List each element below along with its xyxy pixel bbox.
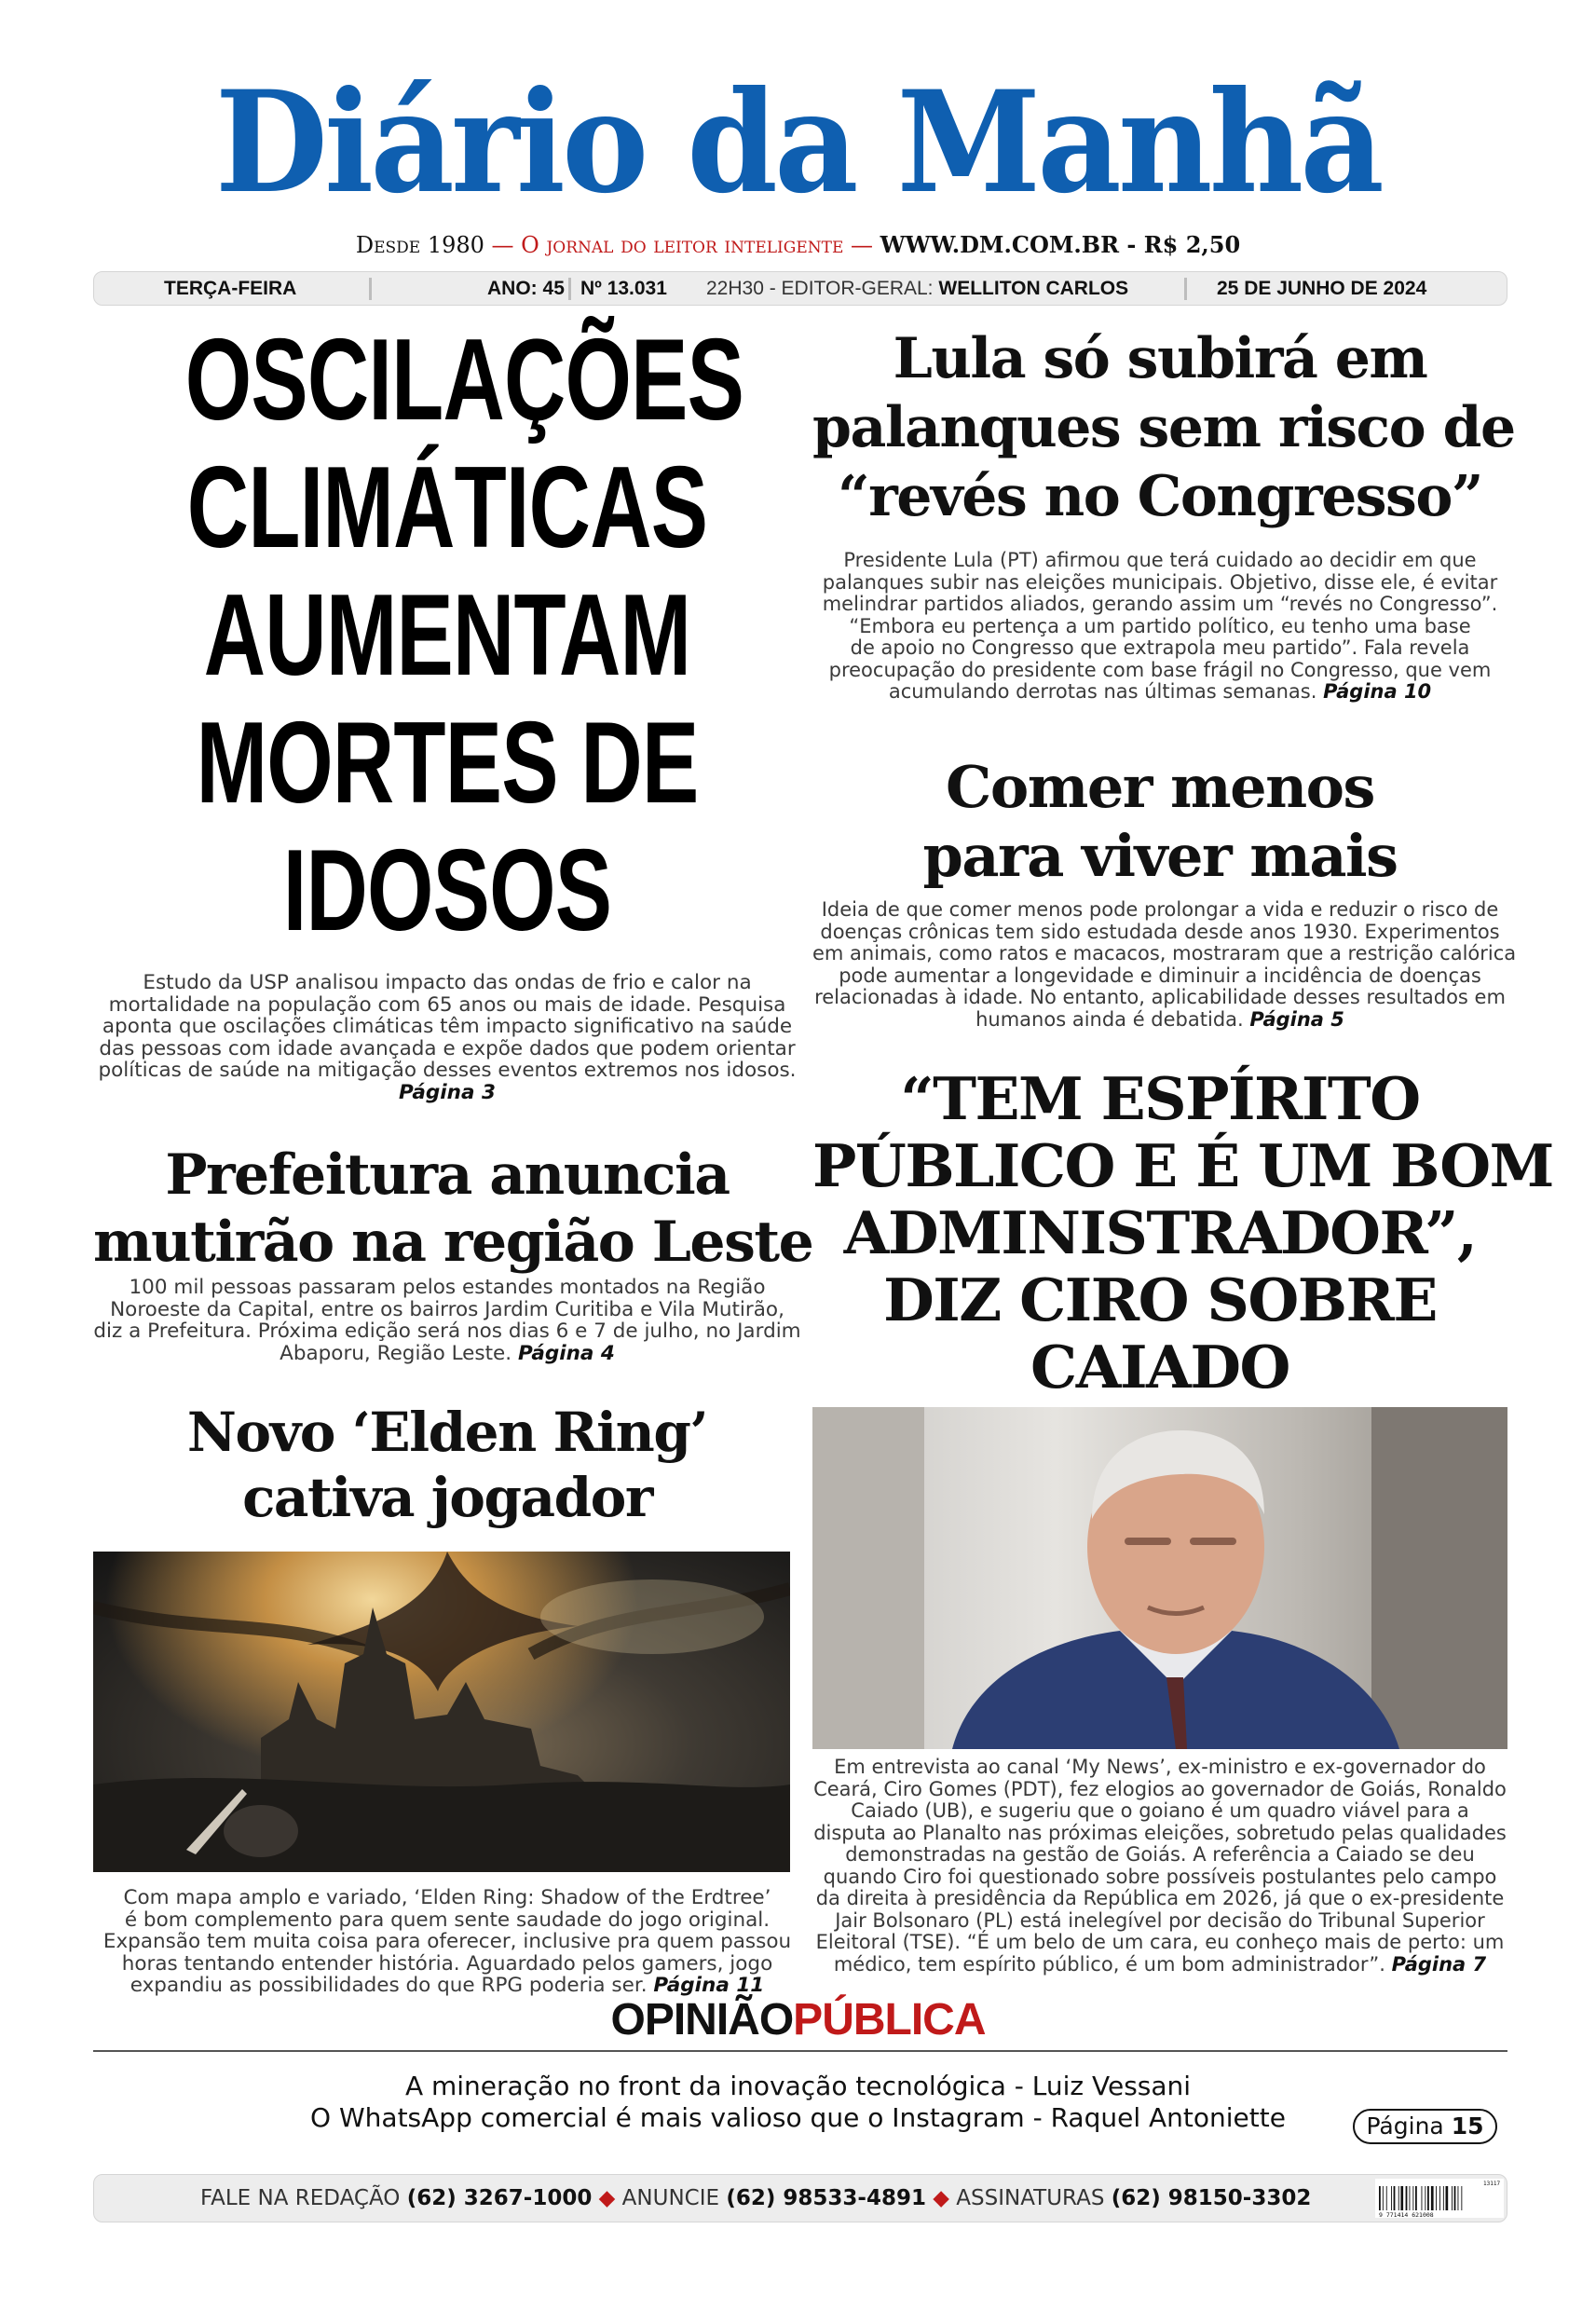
barcode-bar	[1386, 2186, 1387, 2210]
redacao-phone[interactable]: (62) 3267-1000	[406, 2186, 593, 2210]
barcode-bar	[1400, 2186, 1403, 2210]
tagline-site-link[interactable]: WWW.DM.COM.BR	[880, 231, 1120, 258]
comer-menos-headline[interactable]: Comer menos para viver mais	[922, 753, 1398, 890]
edition-year: ANO: 45	[487, 278, 565, 299]
page-ref-link[interactable]: Página 4	[517, 1341, 615, 1365]
barcode-bar	[1452, 2186, 1453, 2210]
barcode-bar	[1394, 2186, 1396, 2210]
barcode-bar	[1406, 2186, 1408, 2210]
section-divider	[93, 2050, 1507, 2052]
barcode-bar	[1454, 2186, 1456, 2210]
barcode-bar	[1458, 2186, 1459, 2210]
barcode-bar	[1427, 2186, 1429, 2210]
tagline-slogan: O jornal do leitor inteligente	[521, 232, 844, 258]
comer-menos-summary: Ideia de que comer menos pode prolongar a vida e reduzir o risco de doenças crônicas tem sido estudada desde anos 1930. Experimentos em animais, como ratos e macacos, mostraram que a restrição calórica pode aumentar a longevidade e diminuir a incidência de doenças relacionadas à idade. No entanto, aplicabilidade desses resultados em humanos ainda é debatida. Página 5	[812, 898, 1517, 1031]
page-ref-link[interactable]: Página 3	[399, 1080, 496, 1104]
headline-line: IDOSOS	[282, 827, 612, 955]
barcode-bar	[1415, 2186, 1417, 2210]
assinaturas-phone[interactable]: (62) 98150-3302	[1111, 2186, 1312, 2210]
opinion-article-link[interactable]: O WhatsApp comercial é mais valioso que o Instagram - Raquel Antoniette	[310, 2102, 1286, 2133]
opinion-page-badge[interactable]: Página 15	[1353, 2109, 1497, 2144]
elden-ring-artwork[interactable]	[93, 1552, 790, 1872]
page-ref-link[interactable]: Página 11	[653, 1974, 765, 1997]
tagline-desde: Desde 1980	[355, 232, 484, 258]
barcode-bar	[1422, 2186, 1423, 2210]
page-ref-link[interactable]: Página 5	[1249, 1007, 1344, 1031]
barcode-bar	[1439, 2186, 1440, 2210]
barcode-bar	[1398, 2186, 1399, 2210]
tagline-dash: —	[843, 232, 880, 258]
lula-summary: Presidente Lula (PT) afirmou que terá cuidado ao decidir em que palanques subir nas eleições municipais. Objetivo, disse ele, é evitar melindrar partidos aliados, gerando assim um “revés no Congresso”. “Embora eu pertença a um partido político, eu tenho uma base de apoio no Congresso que extrapola meu partido”. Fala revela preocupação do presidente com base frágil no Congresso, que vem acumulando derrotas nas últimas semanas. Página 10	[822, 549, 1498, 703]
tagline-price: - R$ 2,50	[1119, 231, 1241, 258]
headline-line: AUMENTAM	[203, 571, 691, 700]
weekday: TERÇA-FEIRA	[164, 278, 297, 299]
elden-ring-headline[interactable]: Novo ‘Elden Ring’ cativa jogador	[186, 1401, 708, 1529]
contact-info: FALE NA REDAÇÃO (62) 3267-1000 ◆ ANUNCIE (62) 98533-4891 ◆ ASSINATURAS (62) 98150-3302	[200, 2186, 1312, 2210]
divider	[369, 278, 372, 300]
ciro-gomes-photo[interactable]	[812, 1407, 1507, 1749]
barcode-bar	[1391, 2186, 1392, 2210]
edition-number: Nº 13.031	[580, 278, 667, 299]
page-ref-link[interactable]: Página 10	[1323, 680, 1432, 703]
main-story-summary: Estudo da USP analisou impacto das ondas de frio e calor na mortalidade na população com 65 anos ou mais de idade. Pesquisa aponta que oscilações climáticas têm impacto significativo na saúde das pessoas com idade avançada e expõe dados que podem orientar políticas de saúde na mitigação desses eventos extremos nos idosos. Página 3	[93, 972, 801, 1103]
barcode-bar	[1410, 2186, 1411, 2210]
headline-line: OSCILAÇÕES	[184, 316, 744, 444]
main-headline[interactable]	[93, 317, 801, 955]
anuncie-phone[interactable]: (62) 98533-4891	[726, 2186, 926, 2210]
barcode-bar	[1436, 2186, 1437, 2210]
barcode-bar	[1446, 2186, 1449, 2210]
elden-ring-illustration	[93, 1552, 790, 1872]
ciro-photo-illustration	[812, 1407, 1507, 1749]
ciro-summary: Em entrevista ao canal ‘My News’, ex-ministro e ex-governador do Ceará, Ciro Gomes (PDT), fez elogios ao governador de Goiás, Ronaldo Caiado (UB), e sugeriu que o goiano é um quadro viável para a disputa ao Planalto nas próximas eleições, sobretudo pelas qualidades demonstradas na gestão de Goiás. A referência a Caiado se deu quando Ciro foi questionado sobre possíveis postulantes pelo campo da direita à presidência da República em 2026, já que o ex-presidente Jair Bolsonaro (PL) está inelegível por decisão do Tribunal Superior Eleitoral (TSE). “É um belo de um cara, eu conheço mais de perto: um médico, tem espírito público, é um bom administrador”. Página 7	[813, 1756, 1507, 1976]
barcode-bar	[1379, 2186, 1381, 2210]
barcode-bar	[1431, 2186, 1434, 2210]
barcode-number: 9 771414 621008	[1379, 2211, 1434, 2218]
masthead-title: Diário da Manhã	[214, 61, 1382, 225]
opinion-article-link[interactable]: A mineração no front da inovação tecnológica - Luiz Vessani	[404, 2071, 1192, 2101]
headline-line: CLIMÁTICAS	[186, 444, 708, 572]
barcode-bar	[1412, 2186, 1413, 2210]
prefeitura-summary: 100 mil pessoas passaram pelos estandes montados na Região Noroeste da Capital, entre os bairros Jardim Curitiba e Vila Mutirão, diz a Prefeitura. Próxima edição será nos dias 6 e 7 de julho, no Jardim Abaporu, Região Leste. Página 4	[93, 1276, 801, 1365]
divider	[568, 278, 571, 300]
barcode-bar	[1461, 2186, 1462, 2210]
elden-ring-summary: Com mapa amplo e variado, ‘Elden Ring: Shadow of the Erdtree’ é bom complemento para quem sente saudade do jogo original. Expansão tem muita coisa para oferecer, inclusive pra quem passou horas tentando entender história. Aguardado pelos gamers, jogo expandiu as possibilidades do que RPG poderia ser. Página 11	[102, 1886, 792, 1997]
ciro-headline[interactable]: “TEM ESPÍRITO PÚBLICO E É UM BOM ADMINISTRADOR”, DIZ CIRO SOBRE CAIADO	[812, 1064, 1553, 1402]
lula-headline[interactable]: Lula só subirá em palanques sem risco de “revés no Congresso”	[812, 326, 1515, 529]
diamond-icon: ◆	[598, 2186, 616, 2210]
barcode-bar	[1383, 2186, 1384, 2210]
barcode	[1375, 2179, 1504, 2218]
tagline-dash: —	[484, 232, 522, 258]
edition-info-bar	[93, 271, 1507, 306]
headline-line: MORTES DE	[196, 699, 699, 827]
barcode-bar	[1443, 2186, 1444, 2210]
barcode-issue: 13117	[1483, 2181, 1501, 2187]
editor-info: 22H30 - EDITOR-GERAL: WELLITON CARLOS	[706, 278, 1129, 299]
diamond-icon: ◆	[933, 2186, 949, 2210]
page-ref-link[interactable]: Página 7	[1391, 1952, 1487, 1976]
masthead-tagline	[0, 231, 1596, 258]
prefeitura-headline[interactable]: Prefeitura anuncia mutirão na região Leste	[93, 1142, 813, 1275]
opiniao-publica-section-title: OPINIÃOPÚBLICA	[610, 1995, 986, 2044]
edition-date: 25 DE JUNHO DE 2024	[1217, 278, 1427, 299]
divider	[1184, 278, 1187, 300]
